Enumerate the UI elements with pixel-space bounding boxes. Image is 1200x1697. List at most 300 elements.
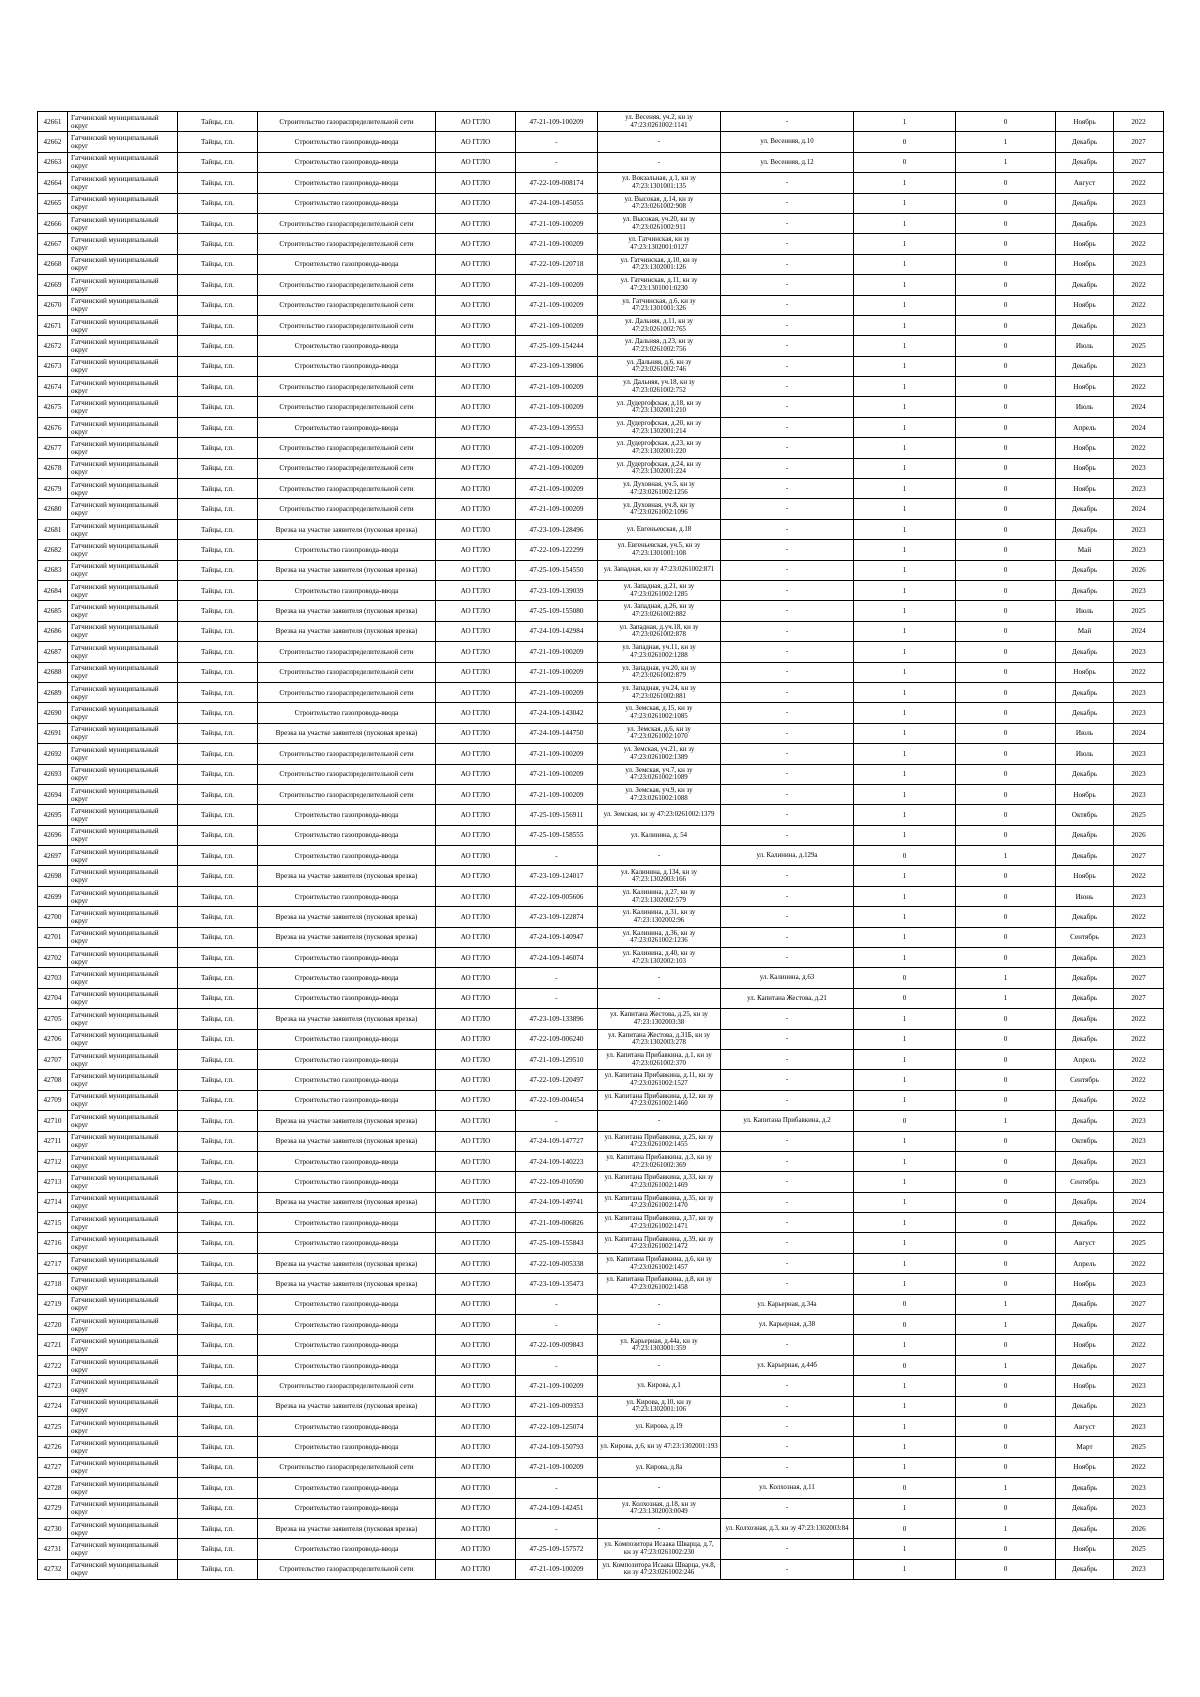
address-cell: - — [721, 1070, 854, 1090]
year-cell: 2025 — [1114, 805, 1164, 825]
count-cell-a: 1 — [854, 173, 956, 193]
table-row — [38, 479, 1164, 499]
month-cell: Декабрь — [1056, 1151, 1114, 1171]
organization-cell: АО ГГЛО — [436, 988, 516, 1008]
application-number-cell: - — [516, 1518, 598, 1538]
organization-cell: АО ГГЛО — [436, 479, 516, 499]
address-cell: - — [721, 1090, 854, 1110]
table-row — [38, 275, 1164, 295]
year-cell: 2023 — [1114, 356, 1164, 376]
address-cell: - — [721, 499, 854, 519]
settlement-cell: Тайцы, г.п. — [178, 560, 258, 580]
application-number-cell: 47-25-109-158555 — [516, 825, 598, 845]
address-cadastral-cell: ул. Калинина, д. 54 — [598, 825, 721, 845]
count-cell-b: 0 — [956, 1233, 1056, 1253]
count-cell-a: 1 — [854, 1151, 956, 1171]
application-number-cell: 47-21-109-100209 — [516, 397, 598, 417]
count-cell-a: 1 — [854, 234, 956, 254]
table-row — [38, 254, 1164, 274]
municipality-cell: Гатчинский муниципальный округ — [68, 458, 178, 478]
work-type-cell: Врезка на участке заявителя (пусковая врезка) — [258, 1009, 436, 1029]
row-number-cell: 42678 — [38, 458, 68, 478]
count-cell-a: 1 — [854, 682, 956, 702]
count-cell-b: 0 — [956, 886, 1056, 906]
count-cell-b: 0 — [956, 336, 1056, 356]
count-cell-b: 0 — [956, 1559, 1056, 1579]
count-cell-b: 1 — [956, 1478, 1056, 1498]
row-number-cell: 42730 — [38, 1518, 68, 1538]
work-type-cell: Врезка на участке заявителя (пусковая врезка) — [258, 1253, 436, 1273]
table-row — [38, 642, 1164, 662]
table-row — [38, 744, 1164, 764]
count-cell-b: 1 — [956, 1111, 1056, 1131]
municipality-cell: Гатчинский муниципальный округ — [68, 784, 178, 804]
application-number-cell: 47-25-109-154550 — [516, 560, 598, 580]
row-number-cell: 42722 — [38, 1355, 68, 1375]
organization-cell: АО ГГЛО — [436, 438, 516, 458]
application-number-cell: 47-22-109-120497 — [516, 1070, 598, 1090]
application-number-cell: - — [516, 1355, 598, 1375]
count-cell-a: 1 — [854, 866, 956, 886]
settlement-cell: Тайцы, г.п. — [178, 988, 258, 1008]
municipality-cell: Гатчинский муниципальный округ — [68, 886, 178, 906]
address-cadastral-cell: ул. Западная, д.уч.18, кн зу 47:23:0261002:878 — [598, 621, 721, 641]
count-cell-b: 0 — [956, 1172, 1056, 1192]
application-number-cell: 47-24-109-140947 — [516, 927, 598, 947]
organization-cell: АО ГГЛО — [436, 1274, 516, 1294]
table-row — [38, 193, 1164, 213]
address-cell: - — [721, 907, 854, 927]
row-number-cell: 42666 — [38, 213, 68, 233]
month-cell: Ноябрь — [1056, 377, 1114, 397]
work-type-cell: Строительство газопровода-ввода — [258, 948, 436, 968]
settlement-cell: Тайцы, г.п. — [178, 499, 258, 519]
table-body — [38, 112, 1164, 1580]
address-cell: - — [721, 866, 854, 886]
municipality-cell: Гатчинский муниципальный округ — [68, 866, 178, 886]
count-cell-a: 1 — [854, 397, 956, 417]
address-cadastral-cell: ул. Композитора Исаака Шварца, уч.8, кн зу 47:23:0261002:246 — [598, 1559, 721, 1579]
count-cell-b: 0 — [956, 315, 1056, 335]
address-cell: - — [721, 1559, 854, 1579]
municipality-cell: Гатчинский муниципальный округ — [68, 1131, 178, 1151]
month-cell: Июль — [1056, 723, 1114, 743]
count-cell-a: 1 — [854, 907, 956, 927]
work-type-cell: Строительство газопровода-ввода — [258, 1049, 436, 1069]
settlement-cell: Тайцы, г.п. — [178, 1417, 258, 1437]
work-type-cell: Строительство газораспределительной сети — [258, 682, 436, 702]
application-number-cell: 47-24-109-143042 — [516, 703, 598, 723]
work-type-cell: Строительство газопровода-ввода — [258, 1539, 436, 1559]
organization-cell: АО ГГЛО — [436, 662, 516, 682]
address-cell: ул. Капитана Прибавкина, д.2 — [721, 1111, 854, 1131]
organization-cell: АО ГГЛО — [436, 580, 516, 600]
count-cell-a: 1 — [854, 1049, 956, 1069]
application-number-cell: - — [516, 132, 598, 152]
municipality-cell: Гатчинский муниципальный округ — [68, 825, 178, 845]
address-cadastral-cell: ул. Дудергофская, д.18, кн зу 47:23:1302001:210 — [598, 397, 721, 417]
work-type-cell: Строительство газораспределительной сети — [258, 662, 436, 682]
address-cadastral-cell: ул. Кирова, д.10, кн зу 47:23:1302001:106 — [598, 1396, 721, 1416]
year-cell: 2023 — [1114, 1151, 1164, 1171]
count-cell-b: 0 — [956, 866, 1056, 886]
work-type-cell: Строительство газораспределительной сети — [258, 1559, 436, 1579]
work-type-cell: Строительство газопровода-ввода — [258, 703, 436, 723]
organization-cell: АО ГГЛО — [436, 1315, 516, 1335]
table-row — [38, 1253, 1164, 1273]
municipality-cell: Гатчинский муниципальный округ — [68, 805, 178, 825]
organization-cell: АО ГГЛО — [436, 927, 516, 947]
count-cell-b: 0 — [956, 1253, 1056, 1273]
address-cell: ул. Капитана Жестова, д.21 — [721, 988, 854, 1008]
count-cell-b: 0 — [956, 234, 1056, 254]
count-cell-a: 1 — [854, 519, 956, 539]
settlement-cell: Тайцы, г.п. — [178, 1172, 258, 1192]
address-cadastral-cell: ул. Капитана Прибавкина, д.37, кн зу 47:23:0261002:1471 — [598, 1213, 721, 1233]
address-cell: - — [721, 479, 854, 499]
address-cadastral-cell: ул. Дудергофская, д.20, кн зу 47:23:1302001:214 — [598, 417, 721, 437]
count-cell-a: 1 — [854, 662, 956, 682]
count-cell-b: 0 — [956, 1151, 1056, 1171]
settlement-cell: Тайцы, г.п. — [178, 540, 258, 560]
settlement-cell: Тайцы, г.п. — [178, 1335, 258, 1355]
address-cell: - — [721, 621, 854, 641]
count-cell-a: 1 — [854, 642, 956, 662]
municipality-cell: Гатчинский муниципальный округ — [68, 621, 178, 641]
work-type-cell: Строительство газораспределительной сети — [258, 458, 436, 478]
table-row — [38, 1396, 1164, 1416]
address-cadastral-cell: - — [598, 152, 721, 172]
application-number-cell: - — [516, 1315, 598, 1335]
municipality-cell: Гатчинский муниципальный округ — [68, 499, 178, 519]
address-cell: - — [721, 580, 854, 600]
row-number-cell: 42714 — [38, 1192, 68, 1212]
count-cell-a: 0 — [854, 846, 956, 866]
address-cell: ул. Калинина, д.63 — [721, 968, 854, 988]
organization-cell: АО ГГЛО — [436, 1355, 516, 1375]
application-number-cell: - — [516, 846, 598, 866]
address-cell: - — [721, 377, 854, 397]
application-number-cell: 47-22-109-005606 — [516, 886, 598, 906]
count-cell-b: 0 — [956, 1457, 1056, 1477]
table-row — [38, 1559, 1164, 1579]
settlement-cell: Тайцы, г.п. — [178, 1253, 258, 1273]
row-number-cell: 42716 — [38, 1233, 68, 1253]
address-cell: - — [721, 336, 854, 356]
address-cadastral-cell: ул. Гатчинская, д.10, кн зу 47:23:1302001:126 — [598, 254, 721, 274]
year-cell: 2023 — [1114, 315, 1164, 335]
month-cell: Декабрь — [1056, 764, 1114, 784]
count-cell-a: 1 — [854, 1029, 956, 1049]
municipality-cell: Гатчинский муниципальный округ — [68, 173, 178, 193]
work-type-cell: Строительство газораспределительной сети — [258, 377, 436, 397]
organization-cell: АО ГГЛО — [436, 356, 516, 376]
municipality-cell: Гатчинский муниципальный округ — [68, 152, 178, 172]
address-cell: - — [721, 295, 854, 315]
row-number-cell: 42701 — [38, 927, 68, 947]
row-number-cell: 42691 — [38, 723, 68, 743]
municipality-cell: Гатчинский муниципальный округ — [68, 703, 178, 723]
organization-cell: АО ГГЛО — [436, 642, 516, 662]
count-cell-b: 1 — [956, 1355, 1056, 1375]
organization-cell: АО ГГЛО — [436, 213, 516, 233]
address-cadastral-cell: ул. Капитана Жестова, д.25, кн зу 47:23:1302003:38 — [598, 1009, 721, 1029]
row-number-cell: 42715 — [38, 1213, 68, 1233]
row-number-cell: 42663 — [38, 152, 68, 172]
organization-cell: АО ГГЛО — [436, 1437, 516, 1457]
table-row — [38, 132, 1164, 152]
work-type-cell: Строительство газопровода-ввода — [258, 336, 436, 356]
count-cell-a: 0 — [854, 1294, 956, 1314]
count-cell-a: 0 — [854, 1355, 956, 1375]
application-number-cell: 47-22-109-006240 — [516, 1029, 598, 1049]
count-cell-a: 1 — [854, 1559, 956, 1579]
year-cell: 2023 — [1114, 479, 1164, 499]
application-number-cell: 47-23-109-139553 — [516, 417, 598, 437]
settlement-cell: Тайцы, г.п. — [178, 805, 258, 825]
address-cadastral-cell: ул. Западная, уч.20, кн зу 47:23:0261002:879 — [598, 662, 721, 682]
year-cell: 2025 — [1114, 601, 1164, 621]
address-cell: - — [721, 1049, 854, 1069]
organization-cell: АО ГГЛО — [436, 866, 516, 886]
row-number-cell: 42664 — [38, 173, 68, 193]
year-cell: 2023 — [1114, 213, 1164, 233]
municipality-cell: Гатчинский муниципальный округ — [68, 682, 178, 702]
municipality-cell: Гатчинский муниципальный округ — [68, 1315, 178, 1335]
count-cell-b: 0 — [956, 1090, 1056, 1110]
month-cell: Апрель — [1056, 1253, 1114, 1273]
table-row — [38, 764, 1164, 784]
application-number-cell: 47-24-109-147727 — [516, 1131, 598, 1151]
month-cell: Июль — [1056, 397, 1114, 417]
address-cell: - — [721, 744, 854, 764]
table-row — [38, 1192, 1164, 1212]
organization-cell: АО ГГЛО — [436, 275, 516, 295]
address-cadastral-cell: - — [598, 846, 721, 866]
year-cell: 2023 — [1114, 1559, 1164, 1579]
address-cadastral-cell: - — [598, 1111, 721, 1131]
settlement-cell: Тайцы, г.п. — [178, 703, 258, 723]
address-cell: ул. Карьерная, д.34а — [721, 1294, 854, 1314]
work-type-cell: Строительство газопровода-ввода — [258, 417, 436, 437]
application-number-cell: 47-23-109-133896 — [516, 1009, 598, 1029]
address-cadastral-cell: ул. Капитана Прибавкина, д.6, кн зу 47:23:0261002:1457 — [598, 1253, 721, 1273]
table-row — [38, 1274, 1164, 1294]
application-number-cell: 47-21-109-100209 — [516, 275, 598, 295]
work-type-cell: Строительство газопровода-ввода — [258, 1070, 436, 1090]
row-number-cell: 42671 — [38, 315, 68, 335]
row-number-cell: 42728 — [38, 1478, 68, 1498]
address-cell: - — [721, 703, 854, 723]
table-row — [38, 560, 1164, 580]
count-cell-b: 0 — [956, 1274, 1056, 1294]
work-type-cell: Строительство газораспределительной сети — [258, 275, 436, 295]
address-cell: - — [721, 662, 854, 682]
municipality-cell: Гатчинский муниципальный округ — [68, 540, 178, 560]
count-cell-b: 0 — [956, 438, 1056, 458]
organization-cell: АО ГГЛО — [436, 784, 516, 804]
work-type-cell: Строительство газораспределительной сети — [258, 315, 436, 335]
count-cell-a: 1 — [854, 336, 956, 356]
application-number-cell: 47-25-109-155843 — [516, 1233, 598, 1253]
address-cell: ул. Калинина, д.129а — [721, 846, 854, 866]
month-cell: Декабрь — [1056, 825, 1114, 845]
month-cell: Июль — [1056, 601, 1114, 621]
row-number-cell: 42681 — [38, 519, 68, 539]
organization-cell: АО ГГЛО — [436, 1335, 516, 1355]
address-cell: - — [721, 1029, 854, 1049]
count-cell-b: 0 — [956, 723, 1056, 743]
application-number-cell: 47-23-109-122874 — [516, 907, 598, 927]
application-number-cell: 47-23-109-135473 — [516, 1274, 598, 1294]
municipality-cell: Гатчинский муниципальный округ — [68, 1539, 178, 1559]
address-cadastral-cell: ул. Земская, уч.7, кн зу 47:23:0261002:1089 — [598, 764, 721, 784]
row-number-cell: 42713 — [38, 1172, 68, 1192]
application-number-cell: 47-21-109-100209 — [516, 662, 598, 682]
count-cell-a: 1 — [854, 1192, 956, 1212]
row-number-cell: 42683 — [38, 560, 68, 580]
year-cell: 2023 — [1114, 744, 1164, 764]
address-cell: ул. Колхозная, д.3, кн зу 47:23:1302003:84 — [721, 1518, 854, 1538]
count-cell-a: 1 — [854, 315, 956, 335]
count-cell-b: 1 — [956, 846, 1056, 866]
address-cell: - — [721, 438, 854, 458]
count-cell-a: 0 — [854, 968, 956, 988]
count-cell-b: 0 — [956, 1539, 1056, 1559]
table-row — [38, 621, 1164, 641]
address-cell: - — [721, 723, 854, 743]
row-number-cell: 42686 — [38, 621, 68, 641]
address-cell: - — [721, 1396, 854, 1416]
settlement-cell: Тайцы, г.п. — [178, 1274, 258, 1294]
month-cell: Декабрь — [1056, 1213, 1114, 1233]
table-row — [38, 662, 1164, 682]
work-type-cell: Строительство газопровода-ввода — [258, 825, 436, 845]
municipality-cell: Гатчинский муниципальный округ — [68, 744, 178, 764]
row-number-cell: 42669 — [38, 275, 68, 295]
work-type-cell: Строительство газопровода-ввода — [258, 886, 436, 906]
month-cell: Август — [1056, 173, 1114, 193]
row-number-cell: 42675 — [38, 397, 68, 417]
count-cell-a: 1 — [854, 1070, 956, 1090]
count-cell-a: 1 — [854, 112, 956, 132]
month-cell: Декабрь — [1056, 1090, 1114, 1110]
address-cell: - — [721, 254, 854, 274]
settlement-cell: Тайцы, г.п. — [178, 601, 258, 621]
work-type-cell: Строительство газопровода-ввода — [258, 1294, 436, 1314]
count-cell-a: 0 — [854, 1518, 956, 1538]
application-number-cell: 47-22-109-005338 — [516, 1253, 598, 1273]
settlement-cell: Тайцы, г.п. — [178, 723, 258, 743]
work-type-cell: Строительство газопровода-ввода — [258, 132, 436, 152]
organization-cell: АО ГГЛО — [436, 193, 516, 213]
organization-cell: АО ГГЛО — [436, 1029, 516, 1049]
address-cell: - — [721, 458, 854, 478]
row-number-cell: 42687 — [38, 642, 68, 662]
count-cell-a: 1 — [854, 886, 956, 906]
row-number-cell: 42712 — [38, 1151, 68, 1171]
settlement-cell: Тайцы, г.п. — [178, 519, 258, 539]
address-cadastral-cell: ул. Калинина, д.36, кн зу 47:23:0261002:1236 — [598, 927, 721, 947]
work-type-cell: Строительство газопровода-ввода — [258, 1090, 436, 1110]
organization-cell: АО ГГЛО — [436, 397, 516, 417]
month-cell: Ноябрь — [1056, 866, 1114, 886]
address-cell: ул. Колхозная, д.11 — [721, 1478, 854, 1498]
address-cadastral-cell: ул. Земская, кн зу 47:23:0261002:1379 — [598, 805, 721, 825]
table-row — [38, 682, 1164, 702]
settlement-cell: Тайцы, г.п. — [178, 1478, 258, 1498]
row-number-cell: 42699 — [38, 886, 68, 906]
municipality-cell: Гатчинский муниципальный округ — [68, 254, 178, 274]
count-cell-a: 1 — [854, 927, 956, 947]
organization-cell: АО ГГЛО — [436, 1172, 516, 1192]
address-cadastral-cell: ул. Западная, уч.11, кн зу 47:23:0261002:1288 — [598, 642, 721, 662]
year-cell: 2023 — [1114, 1417, 1164, 1437]
count-cell-a: 1 — [854, 601, 956, 621]
settlement-cell: Тайцы, г.п. — [178, 1009, 258, 1029]
municipality-cell: Гатчинский муниципальный округ — [68, 234, 178, 254]
municipality-cell: Гатчинский муниципальный округ — [68, 1049, 178, 1069]
count-cell-b: 0 — [956, 499, 1056, 519]
organization-cell: АО ГГЛО — [436, 703, 516, 723]
municipality-cell: Гатчинский муниципальный округ — [68, 479, 178, 499]
organization-cell: АО ГГЛО — [436, 682, 516, 702]
month-cell: Декабрь — [1056, 642, 1114, 662]
settlement-cell: Тайцы, г.п. — [178, 1233, 258, 1253]
month-cell: Декабрь — [1056, 703, 1114, 723]
month-cell: Ноябрь — [1056, 112, 1114, 132]
count-cell-b: 0 — [956, 540, 1056, 560]
work-type-cell: Строительство газораспределительной сети — [258, 642, 436, 662]
municipality-cell: Гатчинский муниципальный округ — [68, 846, 178, 866]
count-cell-a: 1 — [854, 1213, 956, 1233]
month-cell: Ноябрь — [1056, 295, 1114, 315]
table-row — [38, 112, 1164, 132]
address-cadastral-cell: ул. Западная, д.21, кн зу 47:23:0261002:1285 — [598, 580, 721, 600]
table-row — [38, 703, 1164, 723]
count-cell-b: 0 — [956, 397, 1056, 417]
table-row — [38, 1233, 1164, 1253]
month-cell: Декабрь — [1056, 315, 1114, 335]
settlement-cell: Тайцы, г.п. — [178, 1315, 258, 1335]
year-cell: 2025 — [1114, 336, 1164, 356]
application-number-cell: - — [516, 152, 598, 172]
address-cell: - — [721, 1233, 854, 1253]
organization-cell: АО ГГЛО — [436, 295, 516, 315]
address-cell: - — [721, 560, 854, 580]
address-cadastral-cell: - — [598, 1315, 721, 1335]
organization-cell: АО ГГЛО — [436, 152, 516, 172]
address-cell: - — [721, 1539, 854, 1559]
organization-cell: АО ГГЛО — [436, 1294, 516, 1314]
settlement-cell: Тайцы, г.п. — [178, 1111, 258, 1131]
settlement-cell: Тайцы, г.п. — [178, 1559, 258, 1579]
row-number-cell: 42667 — [38, 234, 68, 254]
year-cell: 2022 — [1114, 112, 1164, 132]
address-cell: - — [721, 784, 854, 804]
table-row — [38, 948, 1164, 968]
year-cell: 2022 — [1114, 1029, 1164, 1049]
application-number-cell: 47-22-109-125074 — [516, 1417, 598, 1437]
address-cadastral-cell: ул. Капитана Прибавкина, д.12, кн зу 47:23:0261002:1460 — [598, 1090, 721, 1110]
address-cell: ул. Весенняя, д.12 — [721, 152, 854, 172]
address-cadastral-cell: ул. Капитана Прибавкина, д.33, кн зу 47:23:0261002:1469 — [598, 1172, 721, 1192]
address-cadastral-cell: ул. Западная, д.26, кн зу 47:23:0261002:882 — [598, 601, 721, 621]
work-type-cell: Врезка на участке заявителя (пусковая врезка) — [258, 1111, 436, 1131]
count-cell-b: 0 — [956, 580, 1056, 600]
count-cell-a: 1 — [854, 1131, 956, 1151]
table-row — [38, 846, 1164, 866]
